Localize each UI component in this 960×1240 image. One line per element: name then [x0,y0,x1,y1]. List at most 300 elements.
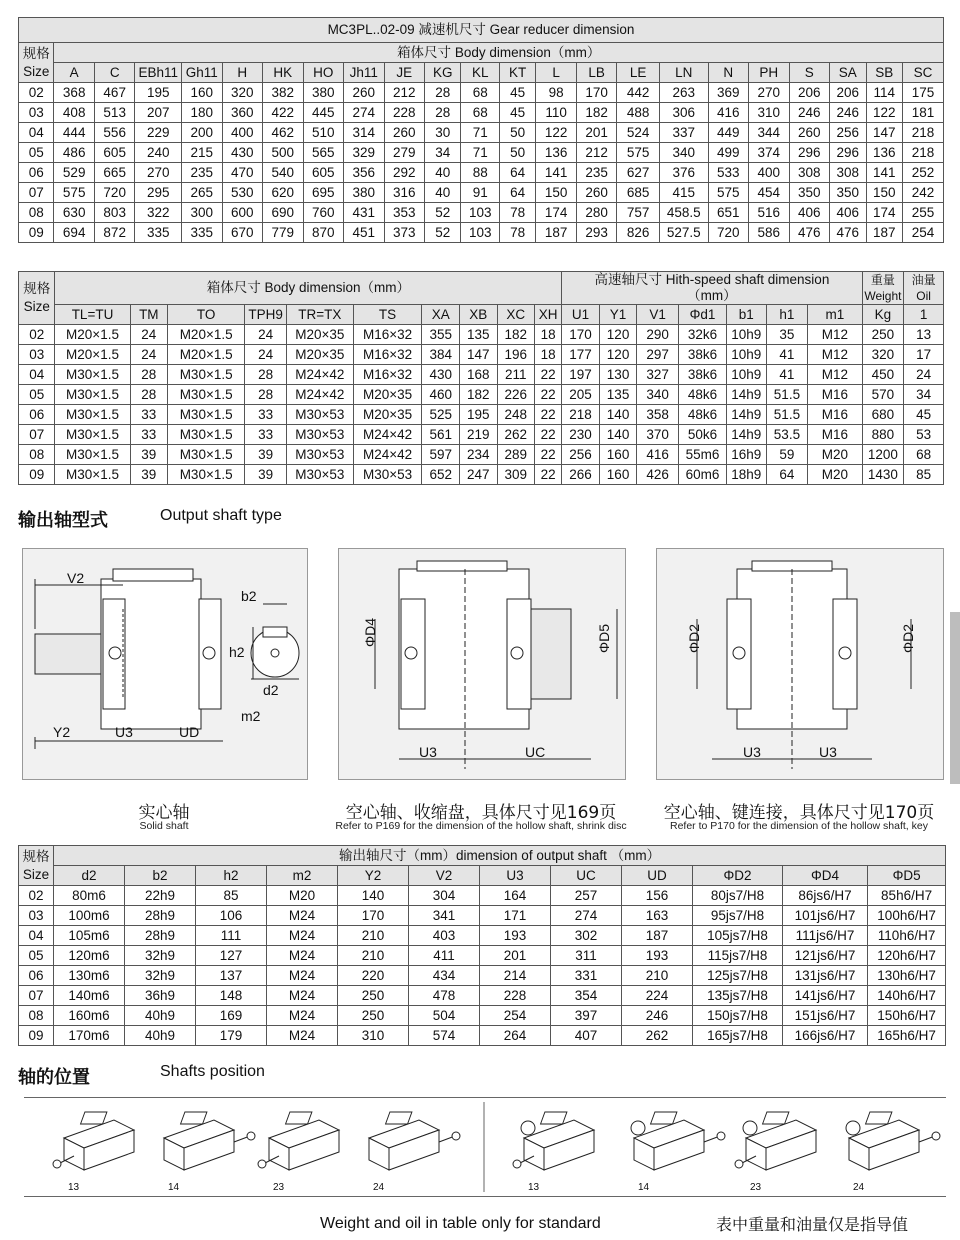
value-cell: 35 [766,325,808,345]
value-cell: 45 [904,405,944,425]
value-cell: 170 [576,83,617,103]
value-cell: 262 [622,1026,693,1046]
value-cell: 40 [425,163,461,183]
shaft-position-icon [369,1112,460,1170]
value-cell: 51.5 [766,385,808,405]
value-cell: M24 [267,906,338,926]
shaft-position-icon [735,1112,816,1170]
value-cell: 760 [303,203,344,223]
value-cell: 170m6 [54,1026,125,1046]
value-cell: 160 [599,445,637,465]
value-cell: 370 [637,425,679,445]
value-cell: 18 [535,325,562,345]
hollow-shrink-disc-drawing [338,548,626,780]
value-cell: M20 [808,465,862,485]
value-cell: 337 [659,123,708,143]
value-cell: 175 [902,83,943,103]
column-header: ΦD5 [868,866,946,886]
value-cell: 376 [659,163,708,183]
value-cell: 137 [196,966,267,986]
value-cell: 620 [263,183,304,203]
table-row [19,325,944,345]
value-cell: 212 [576,143,617,163]
value-cell: 180 [182,103,223,123]
value-cell: 140 [599,425,637,445]
value-cell: 28h9 [125,906,196,926]
value-cell: 34 [425,143,461,163]
value-cell: 101js6/H7 [783,906,868,926]
hs-group-line1: 高速轴尺寸 Hith-speed shaft dimension [594,272,830,287]
body-and-high-speed-shaft-table [18,271,944,485]
value-cell: 565 [303,143,344,163]
value-cell: 24 [130,345,168,365]
value-cell: 290 [637,325,679,345]
page-side-tab [950,612,960,784]
value-cell: 103 [461,203,499,223]
value-cell: 302 [551,926,622,946]
value-cell: 169 [196,1006,267,1026]
value-cell: 422 [263,103,304,123]
value-cell: 171 [480,906,551,926]
value-cell: 106 [196,906,267,926]
value-cell: 210 [338,946,409,966]
value-cell: 10h9 [726,365,766,385]
value-cell: 335 [182,223,223,243]
value-cell: 40h9 [125,1006,196,1026]
value-cell: M16×32 [353,365,422,385]
size-cell: 07 [19,986,54,1006]
value-cell: 22 [535,385,562,405]
shaft-position-icon [513,1112,594,1170]
value-cell: 64 [499,183,535,203]
table-row [19,946,946,966]
high-speed-shaft-group [562,272,862,305]
value-cell: 341 [409,906,480,926]
oil-label-cn: 油量 [911,273,936,287]
value-cell: M20×1.5 [55,345,130,365]
column-header: TM [130,305,168,325]
size-cell: 03 [19,906,54,926]
value-cell: 16h9 [726,445,766,465]
value-cell: 18 [535,345,562,365]
value-cell: 147 [460,345,498,365]
value-cell: 529 [54,163,95,183]
size-label-cn: 规格 [22,848,50,864]
oil-label-en: Oil [916,289,931,303]
column-header: XA [422,305,460,325]
dim-h2: h2 [229,644,245,660]
value-cell: 304 [409,886,480,906]
size-cell: 05 [19,385,55,405]
value-cell: 226 [497,385,535,405]
column-header: TS [353,305,422,325]
value-cell: 355 [422,325,460,345]
column-header: S [789,63,830,83]
value-cell: 140 [338,886,409,906]
value-cell: 150 [866,183,902,203]
value-cell: 600 [222,203,263,223]
size-header [19,846,54,886]
value-cell: 85 [904,465,944,485]
table-row [19,425,944,445]
value-cell: 120 [599,325,637,345]
size-cell: 06 [19,966,54,986]
value-cell: M20×35 [353,405,422,425]
value-cell: 255 [902,203,943,223]
value-cell: 120h6/H7 [868,946,946,966]
value-cell: 411 [409,946,480,966]
value-cell: 350 [830,183,866,203]
size-cell: 07 [19,425,55,445]
shafts-position-strip [24,1097,946,1197]
value-cell: 524 [617,123,660,143]
value-cell: 22 [535,365,562,385]
value-cell: 279 [384,143,425,163]
column-header: UC [551,866,622,886]
shafts-position-title-cn: 轴的位置 [18,1067,90,1088]
value-cell: 694 [54,223,95,243]
value-cell: M24×42 [353,445,422,465]
value-cell: 50 [499,143,535,163]
column-header: h1 [766,305,808,325]
output-shaft-title-cn: 输出轴型式 [18,510,108,531]
value-cell: 36h9 [125,986,196,1006]
value-cell: 32k6 [679,325,727,345]
shaft-position-icon [631,1112,725,1170]
value-cell: 136 [866,143,902,163]
value-cell: 64 [499,163,535,183]
value-cell: 240 [135,143,182,163]
table-row [19,83,944,103]
dim-b2: b2 [241,588,257,604]
value-cell: 187 [622,926,693,946]
size-cell: 04 [19,926,54,946]
value-cell: 880 [862,425,904,445]
value-cell: 22h9 [125,886,196,906]
value-cell: M20×1.5 [168,325,245,345]
value-cell: 266 [562,465,600,485]
value-cell: 136 [536,143,577,163]
column-header: 1 [904,305,944,325]
shaft-position-label: 23 [750,1182,762,1193]
value-cell: 460 [422,385,460,405]
value-cell: 24 [904,365,944,385]
value-cell: 156 [622,886,693,906]
value-cell: 260 [789,123,830,143]
column-header: U3 [480,866,551,886]
value-cell: 310 [338,1026,409,1046]
value-cell: M12 [808,345,862,365]
value-cell: 28 [245,385,287,405]
value-cell: 353 [384,203,425,223]
value-cell: 316 [384,183,425,203]
value-cell: 68 [461,83,499,103]
value-cell: 125js7/H8 [693,966,783,986]
value-cell: 39 [245,465,287,485]
column-header: EBh11 [135,63,182,83]
value-cell: 504 [409,1006,480,1026]
size-label-en: Size [23,299,50,314]
value-cell: 235 [576,163,617,183]
value-cell: M30×1.5 [55,405,130,425]
value-cell: 257 [551,886,622,906]
value-cell: M20 [808,445,862,465]
value-cell: 53 [904,425,944,445]
table-row [19,345,944,365]
value-cell: 306 [659,103,708,123]
value-cell: 78 [499,203,535,223]
size-cell: 03 [19,345,55,365]
value-cell: 652 [422,465,460,485]
solid-shaft-label-cn: 实心轴 [138,803,190,823]
value-cell: 140h6/H7 [868,986,946,1006]
value-cell: 340 [659,143,708,163]
value-cell: 201 [480,946,551,966]
value-cell: 98 [536,83,577,103]
value-cell: M30×1.5 [55,425,130,445]
shaft-position-label: 24 [853,1182,865,1193]
value-cell: 262 [497,425,535,445]
value-cell: 311 [551,946,622,966]
value-cell: 870 [303,223,344,243]
hollow-key-label-en: Refer to P170 for the dimension of the hollow shaft, key [670,820,928,832]
value-cell: M24 [267,1026,338,1046]
value-cell: 449 [708,123,749,143]
dim-d2: d2 [263,682,279,698]
column-header: Y2 [338,866,409,886]
column-header: Kg [862,305,904,325]
dim-d4: ΦD4 [362,617,378,647]
value-cell: 450 [862,365,904,385]
value-cell: 22 [535,465,562,485]
value-cell: 488 [617,103,660,123]
value-cell: 165js7/H8 [693,1026,783,1046]
value-cell: 86js6/H7 [783,886,868,906]
value-cell: 400 [222,123,263,143]
shaft-position-label: 14 [638,1182,650,1193]
value-cell: 651 [708,203,749,223]
value-cell: 400 [749,163,790,183]
value-cell: M20×35 [286,325,353,345]
value-cell: 78 [499,223,535,243]
size-cell: 06 [19,163,54,183]
column-header: KG [425,63,461,83]
column-header: H [222,63,263,83]
value-cell: 260 [576,183,617,203]
column-header: LE [617,63,660,83]
dim-m2: m2 [241,708,261,724]
value-cell: 574 [409,1026,480,1046]
value-cell: 406 [830,203,866,223]
table-row [19,385,944,405]
dim-uc: UC [525,744,546,760]
value-cell: 193 [480,926,551,946]
value-cell: 374 [749,143,790,163]
value-cell: 406 [789,203,830,223]
value-cell: 444 [54,123,95,143]
value-cell: 122 [866,103,902,123]
value-cell: 13 [904,325,944,345]
value-cell: M24 [267,946,338,966]
value-cell: 41 [766,345,808,365]
value-cell: 33 [130,405,168,425]
value-cell: 274 [551,906,622,926]
value-cell: 416 [708,103,749,123]
dim-u3-right: U3 [819,744,837,760]
gear-reducer-dimension-table [18,17,944,243]
value-cell: 53.5 [766,425,808,445]
value-cell: 344 [749,123,790,143]
value-cell: 24 [245,345,287,365]
value-cell: 296 [830,143,866,163]
table-row [19,926,946,946]
value-cell: 181 [902,103,943,123]
value-cell: 530 [222,183,263,203]
dim-d5: ΦD5 [596,623,612,653]
column-header: KL [461,63,499,83]
value-cell: 256 [830,123,866,143]
column-header: PH [749,63,790,83]
value-cell: 476 [789,223,830,243]
size-cell: 08 [19,1006,54,1026]
value-cell: 685 [617,183,660,203]
value-cell: 561 [422,425,460,445]
value-cell: 246 [789,103,830,123]
value-cell: 212 [384,83,425,103]
value-cell: 160 [182,83,223,103]
value-cell: 320 [222,83,263,103]
value-cell: 280 [576,203,617,223]
value-cell: 150h6/H7 [868,1006,946,1026]
table-row [19,123,944,143]
value-cell: 111 [196,926,267,946]
value-cell: 499 [708,143,749,163]
value-cell: 462 [263,123,304,143]
value-cell: 234 [460,445,498,465]
value-cell: 510 [303,123,344,143]
value-cell: 665 [94,163,135,183]
value-cell: 228 [384,103,425,123]
value-cell: 28h9 [125,926,196,946]
value-cell: 120m6 [54,946,125,966]
value-cell: 242 [902,183,943,203]
value-cell: 310 [749,103,790,123]
value-cell: 872 [94,223,135,243]
value-cell: 250 [338,986,409,1006]
value-cell: M16 [808,425,862,445]
value-cell: 182 [497,325,535,345]
value-cell: 230 [562,425,600,445]
value-cell: 166js6/H7 [783,1026,868,1046]
shaft-position-icon [53,1112,134,1170]
value-cell: 141js6/H7 [783,986,868,1006]
value-cell: 605 [94,143,135,163]
value-cell: 586 [749,223,790,243]
size-cell: 09 [19,1026,54,1046]
value-cell: 605 [303,163,344,183]
value-cell: 207 [135,103,182,123]
column-header: U1 [562,305,600,325]
table-row [19,1006,946,1026]
size-cell: 05 [19,946,54,966]
column-header: XC [497,305,535,325]
value-cell: M30×53 [286,445,353,465]
value-cell: 120 [599,345,637,365]
oil-header [904,272,944,305]
table-row [19,886,946,906]
value-cell: 205 [562,385,600,405]
value-cell: 630 [54,203,95,223]
value-cell: 68 [461,103,499,123]
shaft-position-label: 24 [373,1182,385,1193]
value-cell: M20 [267,886,338,906]
value-cell: 60m6 [679,465,727,485]
size-cell: 08 [19,203,54,223]
value-cell: M30×1.5 [168,365,245,385]
column-header: TR=TX [286,305,353,325]
size-label-en: Size [23,63,50,79]
value-cell: 48k6 [679,385,727,405]
value-cell: 264 [480,1026,551,1046]
column-header: TO [168,305,245,325]
value-cell: 59 [766,445,808,465]
weight-header [862,272,904,305]
value-cell: 218 [902,123,943,143]
value-cell: 350 [789,183,830,203]
column-header: b2 [125,866,196,886]
output-shaft-dimension-group: 输出轴尺寸（mm）dimension of output shaft （mm） [54,846,946,866]
value-cell: 308 [830,163,866,183]
value-cell: 246 [622,1006,693,1026]
column-header: V2 [409,866,480,886]
column-header: XH [535,305,562,325]
value-cell: 50k6 [679,425,727,445]
value-cell: 408 [54,103,95,123]
value-cell: 179 [196,1026,267,1046]
column-header: N [708,63,749,83]
size-cell: 05 [19,143,54,163]
value-cell: 597 [422,445,460,465]
column-header: Jh11 [344,63,385,83]
value-cell: 329 [344,143,385,163]
value-cell: 308 [789,163,830,183]
value-cell: M20×35 [286,345,353,365]
dim-d2-right: ΦD2 [900,623,916,653]
table-row [19,445,944,465]
value-cell: 100m6 [54,906,125,926]
value-cell: 214 [480,966,551,986]
value-cell: 210 [338,926,409,946]
value-cell: M30×1.5 [55,445,130,465]
value-cell: 415 [659,183,708,203]
value-cell: 45 [499,83,535,103]
value-cell: 50 [499,123,535,143]
shaft-position-label: 13 [528,1182,540,1193]
value-cell: 164 [480,886,551,906]
size-cell: 09 [19,465,55,485]
footer-note-en: Weight and oil in table only for standard [320,1215,601,1232]
value-cell: 52 [425,223,461,243]
value-cell: 219 [460,425,498,445]
value-cell: 250 [862,325,904,345]
value-cell: M30×1.5 [168,425,245,445]
value-cell: 24 [130,325,168,345]
value-cell: 170 [338,906,409,926]
column-header: ΦD4 [783,866,868,886]
value-cell: 260 [344,83,385,103]
value-cell: 263 [659,83,708,103]
dim-v2: V2 [67,570,85,586]
